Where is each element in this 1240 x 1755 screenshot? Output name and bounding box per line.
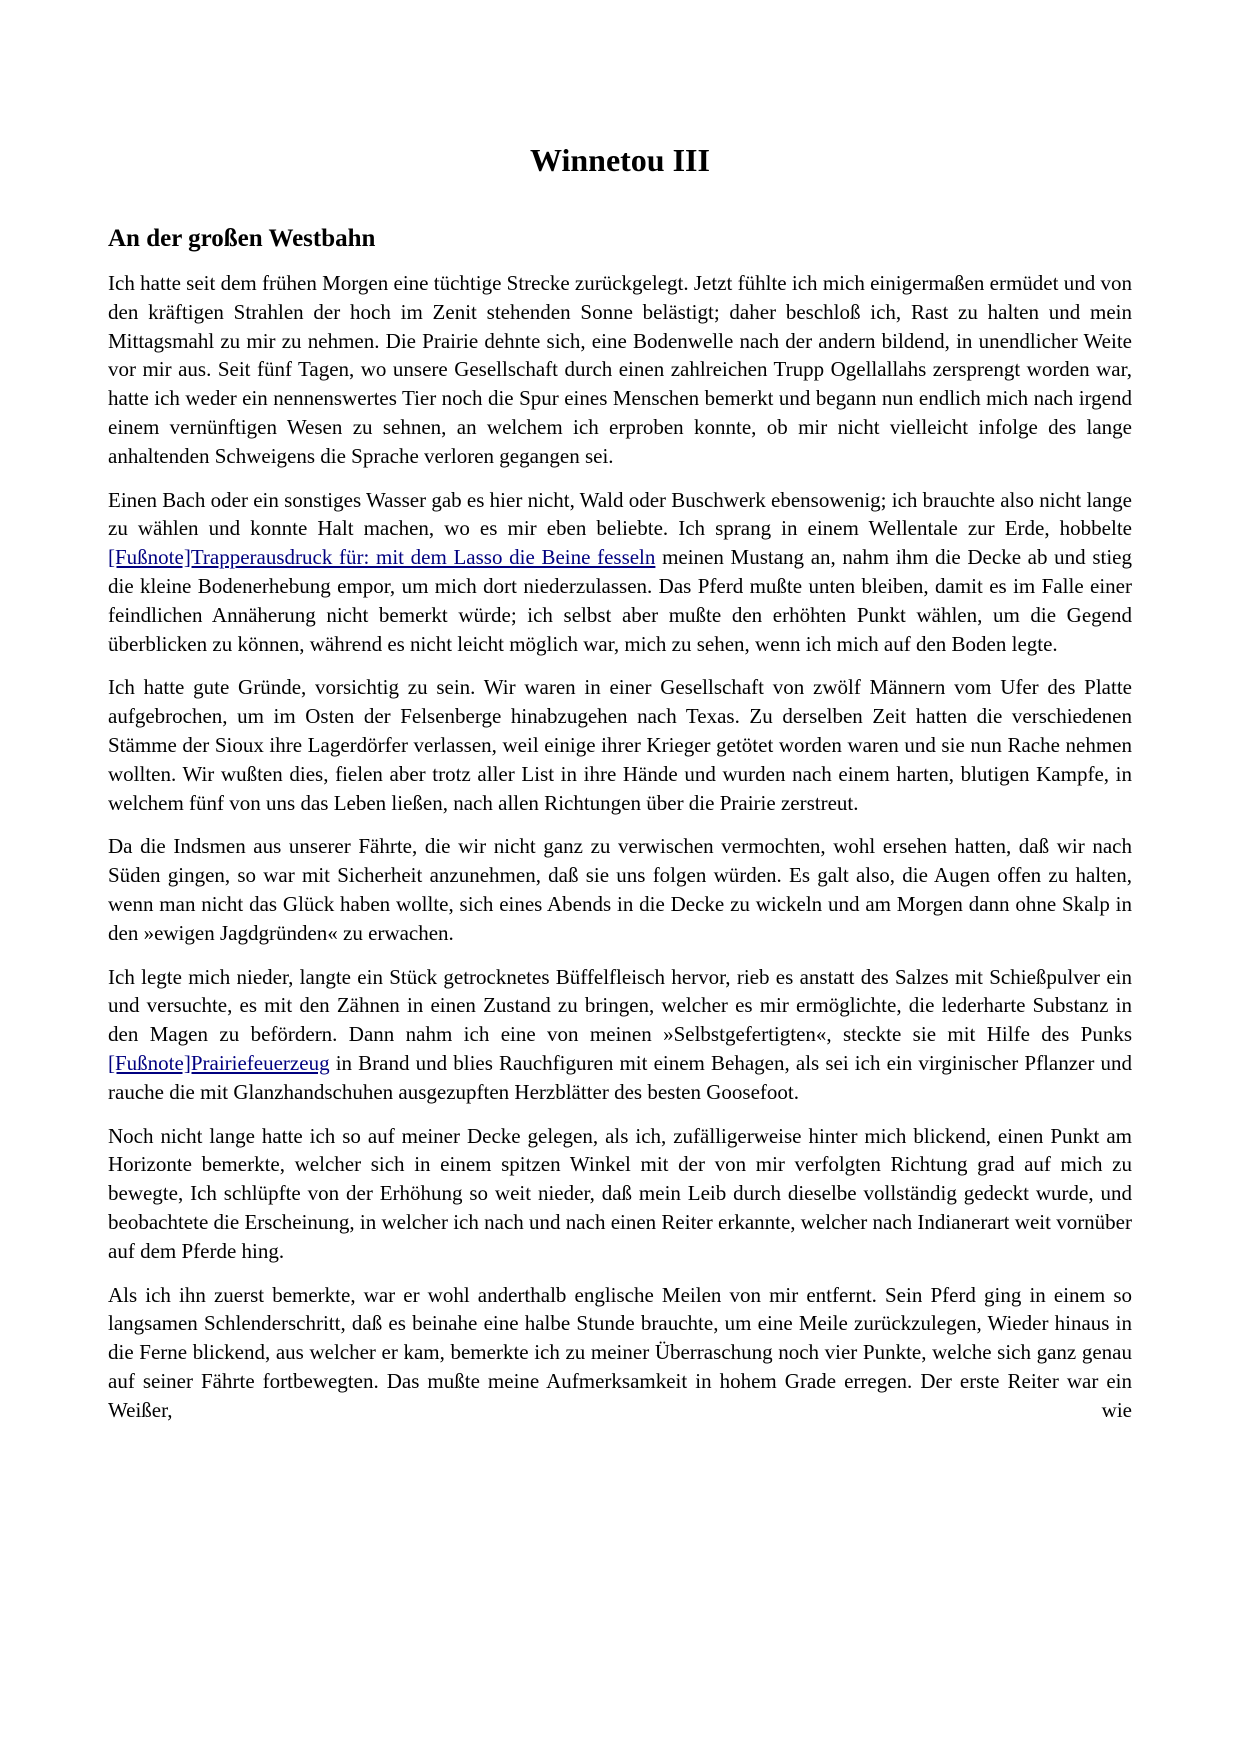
page-title: Winnetou III [530, 142, 710, 178]
paragraph [108, 486, 1132, 659]
paragraph-text: Da die Indsmen aus unserer Fährte, die wir nicht ganz zu verwischen vermochten, wohl ersehen hatten, daß wir nach Süden gingen, so war mit Sicherheit anzunehmen, daß sie uns folgen würden. Es galt also, die Augen offen zu halten, wenn man nicht das Glück haben wollte, sich eines Abends in die Decke zu wickeln und am Morgen dann ohne Skalp in den »ewigen Jagdgründen« zu erwachen. [108, 834, 1132, 945]
paragraph [108, 1122, 1132, 1266]
paragraph-text: Ich hatte gute Gründe, vorsichtig zu sein. Wir waren in einer Gesellschaft von zwölf Männern vom Ufer des Platte aufgebrochen, um im Osten der Felsenberge hinabzugehen nach Texas. Zu derselben Zeit hatten die verschiedenen Stämme der Sioux ihre Lagerdörfer verlassen, weil einige ihrer Krieger getötet worden waren und sie nun Rache nehmen wollten. Wir wußten dies, fielen aber trotz aller List in ihre Hände und wurden nach einem harten, blutigen Kampfe, in welchem fünf von uns das Leben ließen, nach allen Richtungen über die Prairie zerstreut. [108, 675, 1132, 815]
footnote-link[interactable]: [Fußnote]Prairiefeuerzeug [108, 1050, 330, 1075]
paragraph [108, 832, 1132, 947]
paragraph-text: Einen Bach oder ein sonstiges Wasser gab es hier nicht, Wald oder Buschwerk ebensowenig; ich brauchte also nicht lange zu wählen und konnte Halt machen, wo es mir eben beliebte. Ich sprang in einem Wellentale zur Erde, hobbelte [108, 487, 1132, 541]
chapter-heading: An der großen Westbahn [108, 225, 376, 252]
paragraph [108, 269, 1132, 471]
paragraph-text: Noch nicht lange hatte ich so auf meiner Decke gelegen, als ich, zufälligerweise hinter mich blickend, einen Punkt am Horizonte bemerkte, welcher sich in einem spitzen Winkel mit der von mir verfolgten Richtung grad auf mich zu bewegte, Ich schlüpfte von der Erhöhung so weit nieder, daß mein Leib durch dieselbe vollständig gedeckt wurde, und beobachtete die Erscheinung, in welcher ich nach und nach einen Reiter erkannte, welcher nach Indianerart weit vornüber auf dem Pferde hing. [108, 1123, 1132, 1263]
paragraph [108, 1281, 1132, 1425]
paragraph-text: Ich hatte seit dem frühen Morgen eine tüchtige Strecke zurückgelegt. Jetzt fühlte ich mich einigermaßen ermüdet und von den kräftigen Strahlen der hoch im Zenit stehenden Sonne belästigt; daher beschloß ich, Rast zu halten und mein Mittagsmahl zu mir zu nehmen. Die Prairie dehnte sich, eine Bodenwelle nach der andern bildend, in unendlicher Weite vor mir aus. Seit fünf Tagen, wo unsere Gesellschaft durch einen zahlreichen Trupp Ogellallahs zersprengt worden war, hatte ich weder ein nennenswertes Tier noch die Spur eines Menschen bemerkt und begann nun endlich mich nach irgend einem vernünftigen Wesen zu sehnen, an welchem ich erproben konnte, ob mir nicht vielleicht infolge des lange anhaltenden Schweigens die Sprache verloren gegangen sei. [108, 271, 1132, 468]
paragraph [108, 673, 1132, 817]
footnote-link[interactable]: [Fußnote]Trapperausdruck für: mit dem Lasso die Beine fesseln [108, 545, 656, 570]
paragraph-text: Als ich ihn zuerst bemerkte, war er wohl anderthalb englische Meilen von mir entfernt. Sein Pferd ging in einem so langsamen Schlenderschritt, daß es beinahe eine halbe Stunde brauchte, um eine Meile zurückzulegen, Wieder hinaus in die Ferne blickend, aus welcher er kam, bemerkte ich zu meiner Überraschung noch vier Punkte, welche sich ganz genau auf seiner Fährte fortbewegten. Das mußte meine Aufmerksamkeit in hohem Grade erregen. Der erste Reiter war ein Weißer, wie [108, 1282, 1132, 1422]
paragraph-text: meinen Mustang an, nahm ihm die Decke ab und stieg die kleine Bodenerhebung empor, um mich dort niederzulassen. Das Pferd mußte unten bleiben, damit es im Falle einer feindlichen Annäherung nicht bemerkt würde; ich selbst aber mußte den erhöhten Punkt wählen, um die Gegend überblicken zu können, während es nicht leicht möglich war, mich zu sehen, wenn ich mich auf den Boden legte. [108, 545, 1132, 656]
paragraph [108, 963, 1132, 1107]
document-body [108, 269, 1132, 1424]
paragraph-text: Ich legte mich nieder, langte ein Stück getrocknetes Büffelfleisch hervor, rieb es anstatt des Salzes mit Schießpulver ein und versuchte, es mit den Zähnen in einen Zustand zu bringen, welcher es mir ermöglichte, die lederharte Substanz in den Magen zu befördern. Dann nahm ich eine von meinen »Selbstgefertigten«, steckte sie mit Hilfe des Punks [108, 964, 1132, 1047]
paragraph-text: in Brand und blies Rauchfiguren mit einem Behagen, als sei ich ein virginischer Pflanzer und rauche die mit Glanzhandschuhen ausgezupften Herzblätter des besten Goosefoot. [108, 1050, 1132, 1104]
